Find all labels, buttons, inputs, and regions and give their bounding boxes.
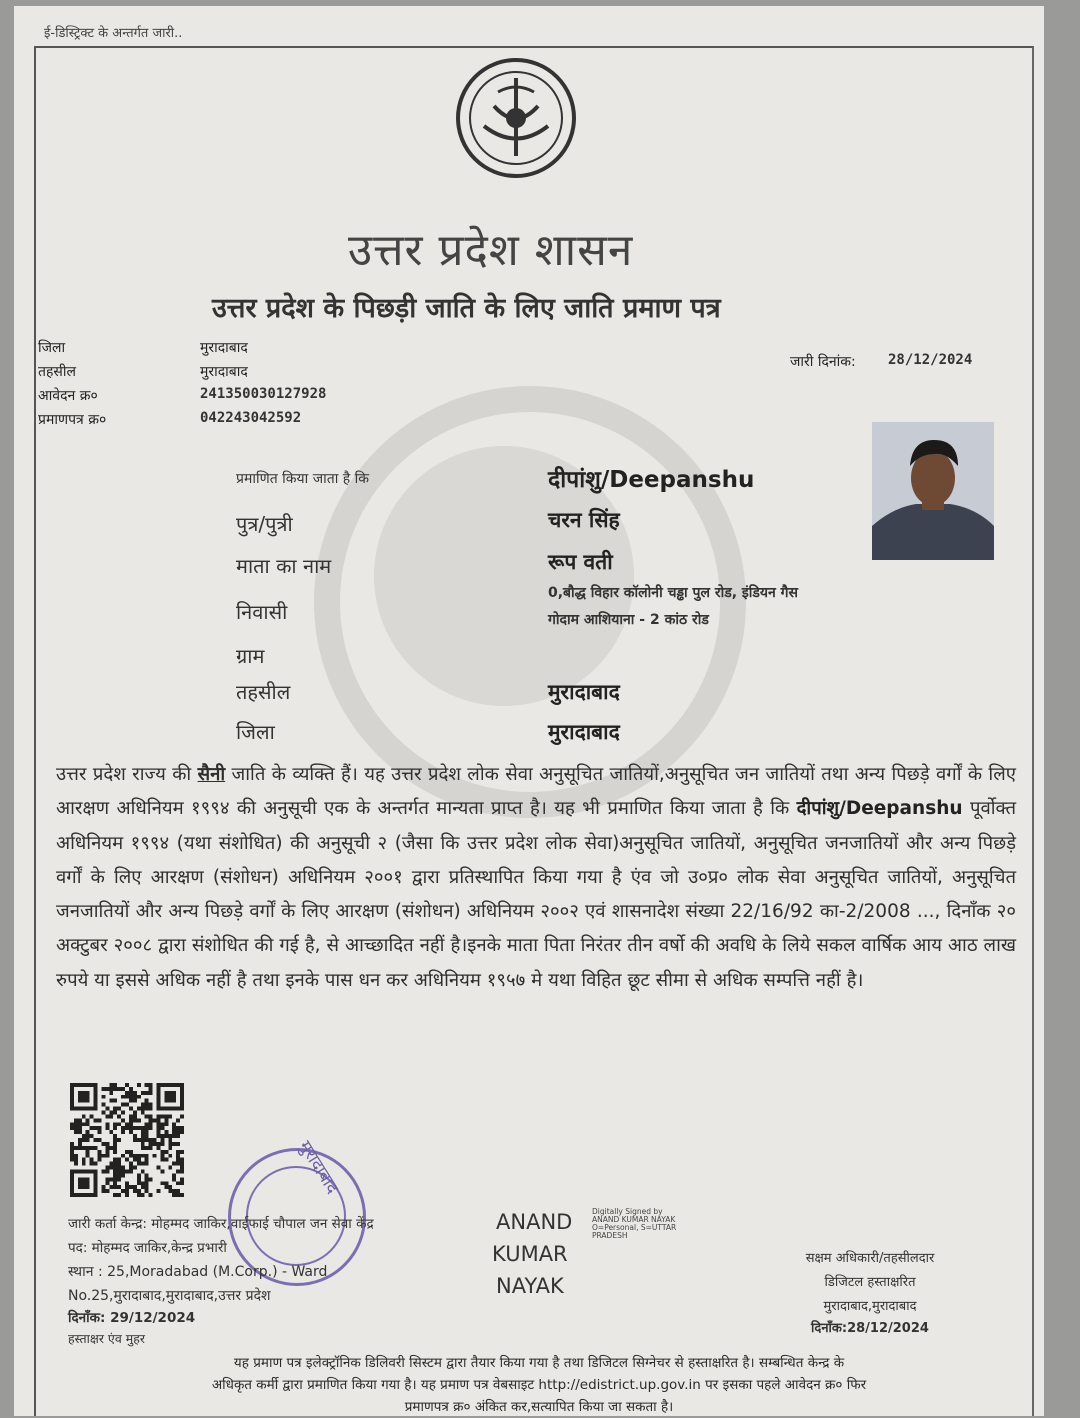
authority-title: सक्षम अधिकारी/तहसीलदार (805, 1251, 935, 1266)
issued-under-note: ई-डिस्ट्रिक्ट के अन्तर्गत जारी.. (44, 26, 183, 41)
applicant-name: दीपांशु/Deepanshu (548, 467, 755, 493)
applicant-photo (872, 422, 994, 560)
mother-name: रूप वती (548, 550, 613, 574)
issue-date-label: जारी दिनांक: (790, 354, 856, 370)
up-government-emblem-icon (454, 56, 578, 180)
issuer-place-line-2: No.25,मुरादाबाद,मुरादाबाद,उत्तर प्रदेश (68, 1288, 271, 1304)
issue-date: 28/12/2024 (888, 352, 973, 368)
body-part-2a: यह भी प्रमाणित किया जाता है कि (554, 798, 797, 820)
tehsil-value: मुरादाबाद (200, 364, 248, 380)
issuer-place-line-1: स्थान : 25,Moradabad (M.Corp.) - Ward (68, 1264, 328, 1280)
tehsil-label: तहसील (38, 364, 76, 380)
ds-line-4: PRADESH (592, 1231, 628, 1240)
page-title: उत्तर प्रदेश शासन (348, 225, 634, 276)
signer-name-line-3: NAYAK (496, 1274, 564, 1298)
ds-line-1: Digitally Signed by (592, 1207, 663, 1216)
parent-name: चरन सिंह (548, 508, 620, 532)
sign-and-seal-label: हस्ताक्षर एंव मुहर (68, 1331, 145, 1346)
issuer-date: दिनाँक: 29/12/2024 (68, 1310, 196, 1326)
field-district-value: मुरादाबाद (548, 720, 620, 744)
footer-line-1: यह प्रमाण पत्र इलेक्ट्रॉनिक डिलिवरी सिस्टम द्वारा तैयार किया गया है तथा डिजिटल सिग्नेचर से हस्ताक्षरित है। सम्बन्धित केन्द्र के (233, 1355, 845, 1371)
stamp-text: मुरादाबाद (294, 1137, 343, 1198)
authority-date: दिनाँक:28/12/2024 (811, 1321, 929, 1336)
signer-name-line-2: KUMAR (492, 1242, 568, 1266)
resident-label: निवासी (236, 600, 288, 624)
village-label: ग्राम (236, 644, 265, 668)
district-label: जिला (38, 340, 66, 356)
body-part-1a: उत्तर प्रदेश राज्य की (56, 764, 198, 785)
application-number: 241350030127928 (200, 386, 327, 402)
ds-line-2: ANAND KUMAR NAYAK (592, 1215, 676, 1224)
field-district-label: जिला (236, 720, 275, 744)
certificate-number-label: प्रमाणपत्र क्र० (38, 412, 107, 428)
signer-name-line-1: ANAND (496, 1210, 573, 1234)
footer-note (64, 1352, 1014, 1416)
page-subtitle: उत्तर प्रदेश के पिछड़ी जाति के लिए जाति प्रमाण पत्र (212, 293, 721, 324)
authority-digital-signed: डिजिटल हस्ताक्षरित (824, 1275, 916, 1290)
certificate-number: 042243042592 (200, 410, 302, 426)
district-value: मुरादाबाद (200, 340, 248, 356)
certificate-body (56, 758, 1016, 998)
ds-line-3: O=Personal, S=UTTAR (592, 1223, 677, 1232)
footer-line-2: अधिकृत कर्मी द्वारा प्रमाणित किया गया है। यह प्रमाण पत्र वेबसाइट http://edistrict.up.gov.in पर इसका पहले आवेदन क्र० फिर (211, 1377, 867, 1393)
issuing-center: जारी कर्ता केन्द्र: मोहम्मद जाकिर,वाईफाई चौपाल जन सेवा केंद्र (68, 1216, 374, 1232)
field-tehsil-value: मुरादाबाद (548, 680, 620, 704)
issuer-post: पद: मोहम्मद जाकिर,केन्द्र प्रभारी (68, 1240, 227, 1256)
digital-signature-details (592, 1208, 676, 1240)
body-part-2b: पूर्वोक्त अधिनियम १९९४ (यथा संशोधित) की अनुसूची २ (जैसा कि उत्तर प्रदेश लोक सेवा)अनुसूचित जातियों, अनुसूचित जनजातियों और अन्य पिछड़े वर्गों के लिए आरक्षण (संशोधन) अधिनियम २००१ द्वारा प्रतिस्थापित किया गया है एंव जो उ०प्र० लोक सेवा अनुसूचित जातियों, अनुसूचित जनजातियों और अन्य पिछड़े वर्गों के लिए आरक्षण (संशोधन) अधिनियम २००२ एवं शासनादेश संख्या 22/16/92 का-2/2008 ..., दिनाँक २० अक्टुबर २००८ द्वारा संशोधित की गई है, से आच्छादित नहीं है।इनके माता पिता निरंतर तीन वर्षो की अवधि के लिये सकल वार्षिक आय आठ लाख रुपये या इससे अधिक नहीं है तथा इनके पास धन कर अधिनियम १९५७ मे यथा विहित छूट सीमा से अधिक सम्पत्ति नहीं है। (56, 798, 1016, 991)
caste-name: सैनी (197, 764, 226, 785)
certify-label: प्रमाणित किया जाता है कि (236, 471, 370, 487)
body-part-1b: जाति के व्यक्ति हैं। यह उत्तर प्रदेश लोक सेवा अनुसूचित जातियों,अनुसूचित जन जातियों तथा अन्य पिछड़े वर्गों के लिए आरक्षण अधिनियम १९९४ की अनुसूची एक के अन्तर्गत मान्यता प्राप्त है। (56, 764, 1016, 820)
application-number-label: आवेदन क्र० (38, 388, 98, 404)
authority-location: मुरादाबाद,मुरादाबाद (823, 1299, 917, 1314)
mother-label: माता का नाम (236, 554, 332, 578)
certificate-page (14, 6, 1044, 1416)
footer-line-3: प्रमाणपत्र क्र० अंकित कर,सत्यापित किया जा सकता है। (404, 1399, 674, 1415)
parent-label: पुत्र/पुत्री (236, 512, 293, 536)
field-tehsil-label: तहसील (236, 680, 291, 704)
person-photo-icon (872, 422, 994, 560)
address-line-1: 0,बौद्ध विहार कॉलोनी चड्ढा पुल रोड, इंडियन गैस (548, 585, 799, 601)
address-line-2: गोदाम आशियाना - 2 कांठ रोड (548, 612, 709, 628)
body-applicant-name: दीपांशु/Deepanshu (796, 798, 963, 820)
qr-code-icon (70, 1076, 184, 1204)
